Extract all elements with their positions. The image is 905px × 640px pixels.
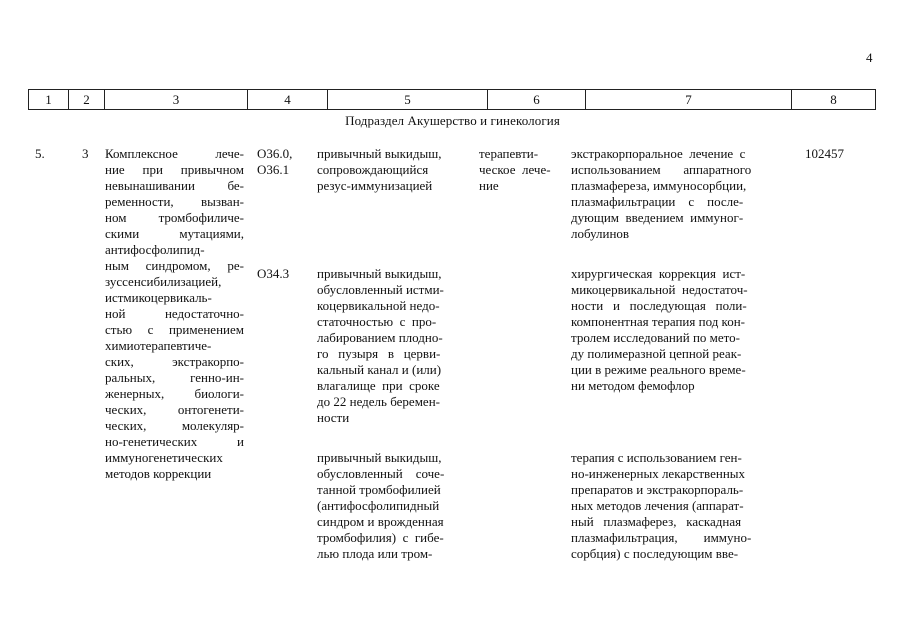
text-line: обусловленный истми- <box>317 282 444 297</box>
text-line: дующим введением иммуног- <box>571 210 744 225</box>
column-header-1: 1 <box>29 90 69 110</box>
text-line: использованием аппаратного <box>571 162 752 177</box>
text-line: коцервикальной недо- <box>317 298 440 313</box>
icd-codes-a <box>257 146 292 178</box>
column-header-6: 6 <box>488 90 586 110</box>
column-header-2: 2 <box>69 90 105 110</box>
text-line: экстракорпоральное лечение с <box>571 146 746 161</box>
text-line: (антифосфолипидный <box>317 498 440 513</box>
treatment-type <box>479 146 551 194</box>
text-line: хирургическая коррекция ист- <box>571 266 746 281</box>
text-line: антифосфолипид- <box>105 242 205 257</box>
text-line: ной недостаточно- <box>105 306 244 321</box>
text-line: ременности, вызван- <box>105 194 244 209</box>
text-line: лобулинов <box>571 226 630 241</box>
text-line: плазмафильтрация, иммуно- <box>571 530 752 545</box>
text-line: зуссенсибилизацией, <box>105 274 222 289</box>
text-line: ности и последующая поли- <box>571 298 747 313</box>
text-line: тромбофилия) с гибе- <box>317 530 444 545</box>
text-line: танной тромбофилией <box>317 482 441 497</box>
text-line: лабированием плодно- <box>317 330 443 345</box>
text-line: ный плазмаферез, каскадная <box>571 514 742 529</box>
text-line: привычный выкидыш, <box>317 146 442 161</box>
text-line: О36.0, <box>257 146 293 161</box>
cost-value: 102457 <box>805 146 844 161</box>
page-number: 4 <box>866 50 873 65</box>
text-line: невынашивании бе- <box>105 178 244 193</box>
text-line: ческое лече- <box>479 162 551 177</box>
text-line: ности <box>317 410 350 425</box>
text-line: ческих, молекуляр- <box>105 418 244 433</box>
text-line: кальный канал и (или) <box>317 362 442 377</box>
text-line: терапевти- <box>479 146 539 161</box>
column-header-8: 8 <box>792 90 876 110</box>
row-group: 3 <box>82 146 89 161</box>
text-line: ние <box>479 178 499 193</box>
column-header-7: 7 <box>586 90 792 110</box>
text-line: Комплексное лече- <box>105 146 244 161</box>
treatment-method-a <box>571 146 751 242</box>
text-line: ном тромбофиличе- <box>105 210 244 225</box>
text-line: ни методом фемофлор <box>571 378 695 393</box>
text-line: химиотерапевтиче- <box>105 338 212 353</box>
text-line: методов коррекции <box>105 466 212 481</box>
text-line: компонентная терапия под кон- <box>571 314 745 329</box>
text-line: но-генетических и <box>105 434 244 449</box>
column-header-table <box>28 89 876 110</box>
text-line: ных методов лечения (аппарат- <box>571 498 744 513</box>
text-line: ции в режиме реального време- <box>571 362 746 377</box>
text-line: препаратов и экстракорпораль- <box>571 482 744 497</box>
text-line: плазмафереза, иммуносорбции, <box>571 178 747 193</box>
text-line: терапия с использованием ген- <box>571 450 742 465</box>
text-line: О34.3 <box>257 266 290 281</box>
treatment-method-b <box>571 266 748 394</box>
text-line: привычный выкидыш, <box>317 450 442 465</box>
text-line: тролем исследований по мето- <box>571 330 740 345</box>
treatment-method-c <box>571 450 751 562</box>
text-line: ральных, генно-ин- <box>105 370 244 385</box>
text-line: до 22 недель беремен- <box>317 394 440 409</box>
patient-model-b <box>317 266 444 426</box>
text-line: женерных, биологи- <box>105 386 244 401</box>
text-line: го пузыря в церви- <box>317 346 441 361</box>
text-line: сорбция) с последующим вве- <box>571 546 739 561</box>
text-line: иммуногенетических <box>105 450 223 465</box>
text-line: ческих, онтогенети- <box>105 402 244 417</box>
care-type-name <box>105 146 244 482</box>
text-line: стью с применением <box>105 322 244 337</box>
text-line: ских, экстракорпо- <box>105 354 244 369</box>
column-header-3: 3 <box>105 90 248 110</box>
text-line: микоцервикальной недостаточ- <box>571 282 748 297</box>
column-header-5: 5 <box>328 90 488 110</box>
text-line: обусловленный соче- <box>317 466 445 481</box>
text-line: резус-иммунизацией <box>317 178 433 193</box>
column-header-row <box>29 90 876 110</box>
text-line: привычный выкидыш, <box>317 266 442 281</box>
text-line: скими мутациями, <box>105 226 244 241</box>
text-line: ду полимеразной цепной реак- <box>571 346 742 361</box>
text-line: влагалище при сроке <box>317 378 440 393</box>
text-line: сопровождающийся <box>317 162 429 177</box>
subsection-title: Подраздел Акушерство и гинекология <box>345 113 560 128</box>
column-header-4: 4 <box>248 90 328 110</box>
patient-model-a <box>317 146 441 194</box>
icd-codes-b <box>257 266 289 282</box>
text-line: О36.1 <box>257 162 290 177</box>
text-line: лью плода или тром- <box>317 546 433 561</box>
text-line: но-инженерных лекарственных <box>571 466 746 481</box>
patient-model-c <box>317 450 444 562</box>
row-number: 5. <box>35 146 45 161</box>
text-line: ние при привычном <box>105 162 244 177</box>
text-line: ным синдромом, ре- <box>105 258 244 273</box>
text-line: статочностью с про- <box>317 314 437 329</box>
text-line: синдром и врожденная <box>317 514 444 529</box>
text-line: истмикоцервикаль- <box>105 290 212 305</box>
text-line: плазмафильтрации с после- <box>571 194 744 209</box>
